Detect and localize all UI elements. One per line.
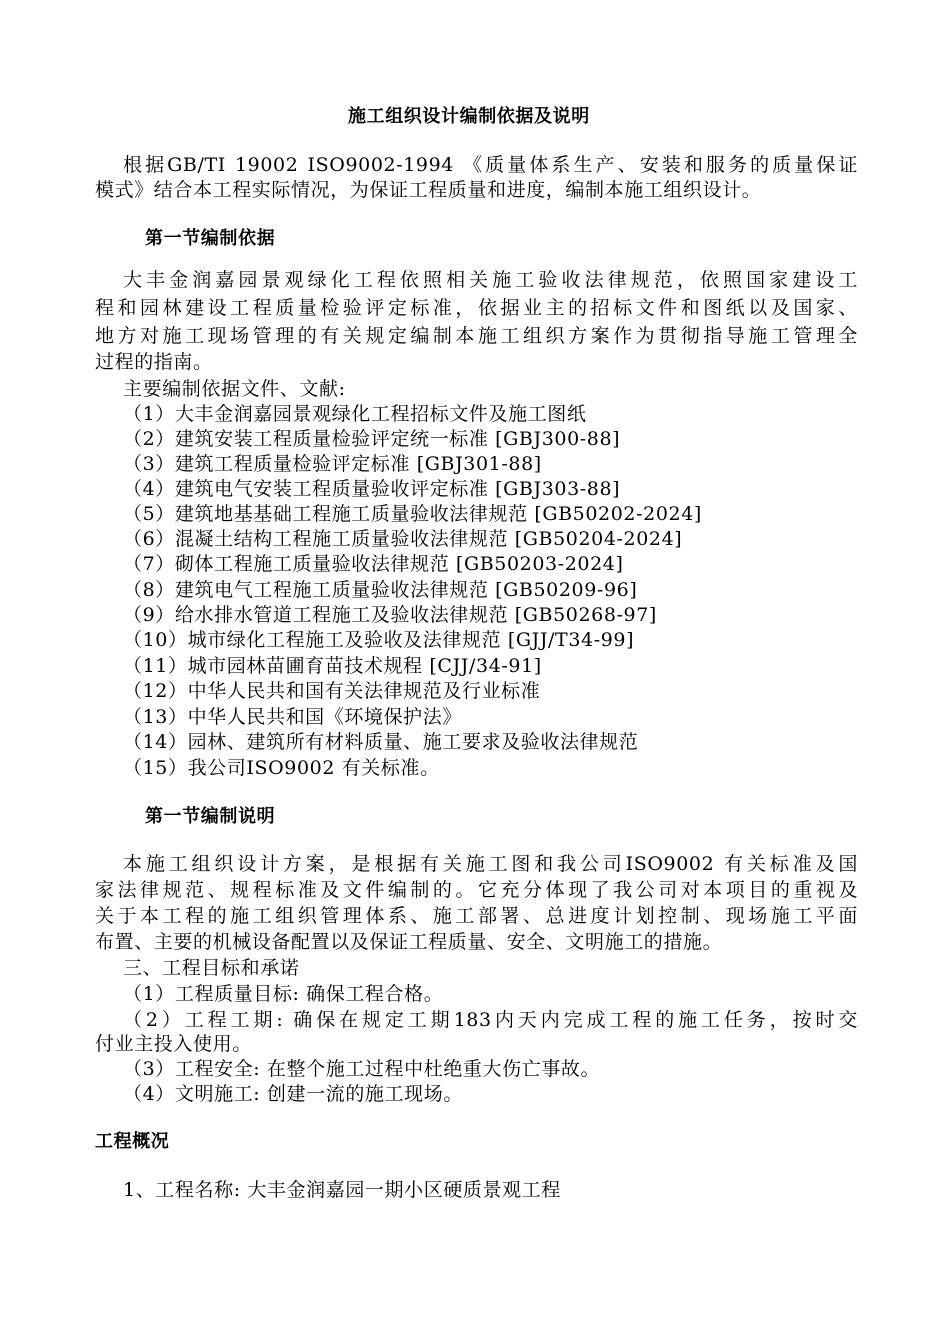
goal-item: （4）文明施工: 创建一流的施工现场。 (123, 1083, 463, 1105)
goal-item-continued: 付业主投入使用。 (95, 1033, 252, 1055)
goal-item: （1）工程质量目标: 确保工程合格。 (123, 983, 444, 1005)
reference-item: （3）建筑工程质量检验评定标准 [GBJ301-88] (123, 453, 542, 475)
section1-para-line-1: 大丰金润嘉园景观绿化工程依照相关施工验收法律规范，依照国家建设工 (123, 269, 858, 291)
reference-item: （1）大丰金润嘉园景观绿化工程招标文件及施工图纸 (123, 403, 587, 425)
section2-para-line-1: 本施工组织设计方案，是根据有关施工图和我公司ISO9002 有关标准及国 (123, 853, 858, 875)
section2-para-line-4: 布置、主要的机械设备配置以及保证工程质量、安全、文明施工的措施。 (95, 931, 723, 953)
intro-line-1: 根据GB/TI 19002 ISO9002-1994 《质量体系生产、安装和服务的质量保证 (123, 154, 858, 176)
intro-line-2: 模式》结合本工程实际情况，为保证工程质量和进度，编制本施工组织设计。 (95, 179, 762, 201)
reference-item: （13）中华人民共和国《环境保护法》 (123, 706, 462, 728)
reference-item: （14）园林、建筑所有材料质量、施工要求及验收法律规范 (123, 731, 639, 753)
overview-item: 1、工程名称: 大丰金润嘉园一期小区硬质景观工程 (123, 1179, 561, 1201)
goal-item: （2）工程工期: 确保在规定工期183内天内完成工程的施工任务，按时交 (123, 1009, 858, 1031)
section1-heading: 第一节编制依据 (145, 228, 276, 249)
document-title: 施工组织设计编制依据及说明 (348, 106, 590, 127)
reference-item: （10）城市绿化工程施工及验收及法律规范 [GJJ/T34-99] (123, 629, 635, 651)
reference-item: （6）混凝土结构工程施工质量验收法律规范 [GB50204-2024] (123, 528, 683, 550)
reference-item: （8）建筑电气工程施工质量验收法律规范 [GB50209-96] (123, 579, 638, 601)
reference-item: （12）中华人民共和国有关法律规范及行业标准 (123, 680, 541, 702)
reference-item: （9）给水排水管道工程施工及验收法律规范 [GB50268-97] (123, 604, 657, 626)
reference-item: （4）建筑电气安装工程质量验收评定标准 [GBJ303-88] (123, 478, 621, 500)
section1-list-title: 主要编制依据文件、文献: (123, 378, 346, 400)
reference-item: （7）砌体工程施工质量验收法律规范 [GB50203-2024] (123, 553, 624, 575)
section2-heading: 第一节编制说明 (145, 806, 276, 827)
section2-para-line-2: 家法律规范、规程标准及文件编制的。它充分体现了我公司对本项目的重视及 (95, 879, 858, 901)
reference-item: （2）建筑安装工程质量检验评定统一标准 [GBJ300-88] (123, 428, 621, 450)
goals-title: 三、工程目标和承诺 (123, 957, 300, 979)
reference-item: （11）城市园林苗圃育苗技术规程 [CJJ/34-91] (123, 655, 542, 677)
section1-para-line-2: 程和园林建设工程质量检验评定标准，依据业主的招标文件和图纸以及国家、 (95, 297, 858, 319)
overview-heading: 工程概况 (95, 1131, 170, 1152)
section1-para-line-3: 地方对施工现场管理的有关规定编制本施工组织方案作为贯彻指导施工管理全 (95, 325, 858, 347)
goal-item: （3）工程安全: 在整个施工过程中杜绝重大伤亡事故。 (123, 1058, 601, 1080)
reference-item: （15）我公司ISO9002 有关标准。 (123, 757, 440, 779)
reference-item: （5）建筑地基基础工程施工质量验收法律规范 [GB50202-2024] (123, 503, 702, 525)
section2-para-line-3: 关于本工程的施工组织管理体系、施工部署、总进度计划控制、现场施工平面 (95, 905, 858, 927)
section1-para-line-4: 过程的指南。 (95, 351, 213, 373)
